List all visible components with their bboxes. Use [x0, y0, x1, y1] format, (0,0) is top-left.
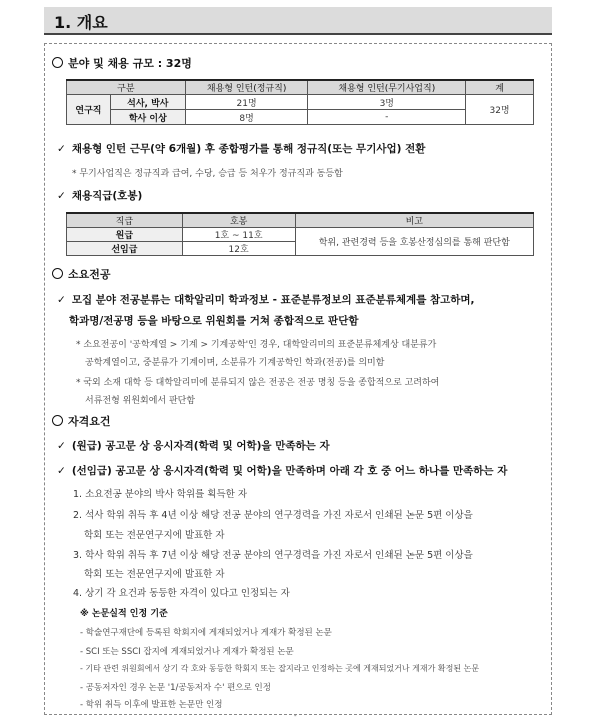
table-header: 호봉 — [182, 213, 295, 228]
paper-criteria-item: - 공동저자인 경우 논문 '1/공동저자 수' 편으로 인정 — [80, 683, 271, 693]
check-item-text: (선임급) 공고문 상 응시자격(학력 및 어학)을 만족하며 아래 각 호 중 어느 하나를 만족하는 자 — [71, 465, 508, 477]
note: * 소요전공이 '공학계열 > 기계 > 기계공학'인 경우, 대학알리미의 표준분류체계상 대분류가 — [76, 340, 437, 350]
paper-criteria-item: - 기타 관련 위원회에서 상기 각 호와 동등한 학회지 또는 잡지라고 인정하는 곳에 게재되었거나 게재가 확정된 논문 — [80, 664, 480, 673]
check-item-continued: 학과명/전공명 등을 바탕으로 위원회를 거쳐 종합적으로 판단함 — [69, 315, 359, 327]
section-heading-text: 자격요건 — [68, 415, 111, 428]
table-cell: 3명 — [308, 95, 466, 110]
table-cell: 12호 — [182, 242, 295, 256]
section-heading — [52, 266, 111, 282]
list-item: 1. 소요전공 분야의 박사 학위를 획득한 자 — [73, 489, 248, 500]
table-header: 채용형 인턴(무기사업직) — [308, 80, 466, 95]
table-cell: 8명 — [185, 110, 308, 125]
list-item-continued: 학회 또는 전문연구지에 발표한 자 — [84, 569, 225, 580]
paper-criteria-title: ※ 논문실적 인정 기준 — [80, 609, 168, 619]
list-item: 4. 상기 각 요건과 동등한 자격이 있다고 인정되는 자 — [73, 588, 290, 599]
check-item — [57, 463, 507, 478]
check-item — [57, 292, 475, 307]
list-item: 2. 석사 학위 취득 후 4년 이상 해당 전공 분야의 연구경력을 가진 자로서 인쇄된 논문 5편 이상을 — [73, 510, 473, 521]
section-heading — [52, 55, 192, 71]
check-item-text: 모집 분야 전공분류는 대학알리미 학과정보 - 표준분류정보의 표준분류체계를 참고하며, — [71, 294, 475, 306]
check-icon: ✓ — [57, 465, 66, 477]
note: 서류전형 위원회에서 판단함 — [85, 396, 196, 406]
section-header — [44, 7, 552, 35]
paper-criteria-item: - 학술연구재단에 등록된 학회지에 게재되었거나 게재가 확정된 논문 — [80, 628, 332, 638]
table-header: 채용형 인턴(정규직) — [185, 80, 308, 95]
paper-criteria-item: - SCI 또는 SSCI 잡지에 게재되었거나 게재가 확정된 논문 — [80, 647, 294, 657]
list-item-continued: 학회 또는 전문연구지에 발표한 자 — [84, 530, 225, 541]
section-heading — [52, 413, 111, 429]
table-header: 계 — [466, 80, 534, 95]
check-item — [57, 141, 425, 156]
note: * 국외 소재 대학 등 대학알리미에 분류되지 않은 전공은 전공 명칭 등을 종합적으로 고려하여 — [76, 378, 440, 388]
circle-bullet-icon — [52, 57, 63, 68]
table-row-group: 연구직 — [67, 95, 111, 125]
page-number: - — [294, 712, 297, 720]
table-cell: 학사 이상 — [110, 110, 185, 125]
check-item — [57, 438, 330, 453]
check-icon: ✓ — [57, 143, 66, 155]
check-item-text: 채용형 인턴 근무(약 6개월) 후 종합평가를 통해 정규직(또는 무기사업) 전환 — [71, 143, 426, 155]
section-heading-text: 소요전공 — [68, 268, 111, 281]
check-icon: ✓ — [57, 294, 66, 306]
recruit-table — [66, 79, 534, 125]
table-header: 직급 — [67, 213, 183, 228]
check-item-text: (원급) 공고문 상 응시자격(학력 및 어학)을 만족하는 자 — [71, 440, 330, 452]
circle-bullet-icon — [52, 415, 63, 426]
section-heading-text: 분야 및 채용 규모 : 32명 — [68, 57, 192, 70]
grade-table — [66, 212, 534, 256]
table-cell: 21명 — [185, 95, 308, 110]
table-header: 구분 — [67, 80, 186, 95]
check-icon: ✓ — [57, 190, 66, 202]
page-title: 1. 개요 — [54, 13, 108, 32]
note: * 무기사업직은 정규직과 급여, 수당, 승급 등 처우가 정규직과 동등함 — [72, 169, 343, 179]
table-cell-total: 32명 — [466, 95, 534, 125]
check-item-text: 채용직급(호봉) — [71, 190, 143, 202]
table-cell: 선임급 — [67, 242, 183, 256]
check-item — [57, 188, 142, 203]
table-cell: - — [308, 110, 466, 125]
table-cell: 석사, 박사 — [110, 95, 185, 110]
table-cell-remark: 학위, 관련경력 등을 호봉산정심의를 통해 판단함 — [295, 228, 533, 256]
circle-bullet-icon — [52, 268, 63, 279]
note: 공학계열이고, 중분류가 기계이며, 소분류가 기계공학인 학과(전공)를 의미함 — [85, 358, 385, 368]
table-cell: 원급 — [67, 228, 183, 242]
check-icon: ✓ — [57, 440, 66, 452]
list-item: 3. 학사 학위 취득 후 7년 이상 해당 전공 분야의 연구경력을 가진 자로서 인쇄된 논문 5편 이상을 — [73, 550, 473, 561]
table-cell: 1호 ~ 11호 — [182, 228, 295, 242]
table-header: 비고 — [295, 213, 533, 228]
paper-criteria-item: - 학위 취득 이후에 발표한 논문만 인정 — [80, 700, 223, 710]
